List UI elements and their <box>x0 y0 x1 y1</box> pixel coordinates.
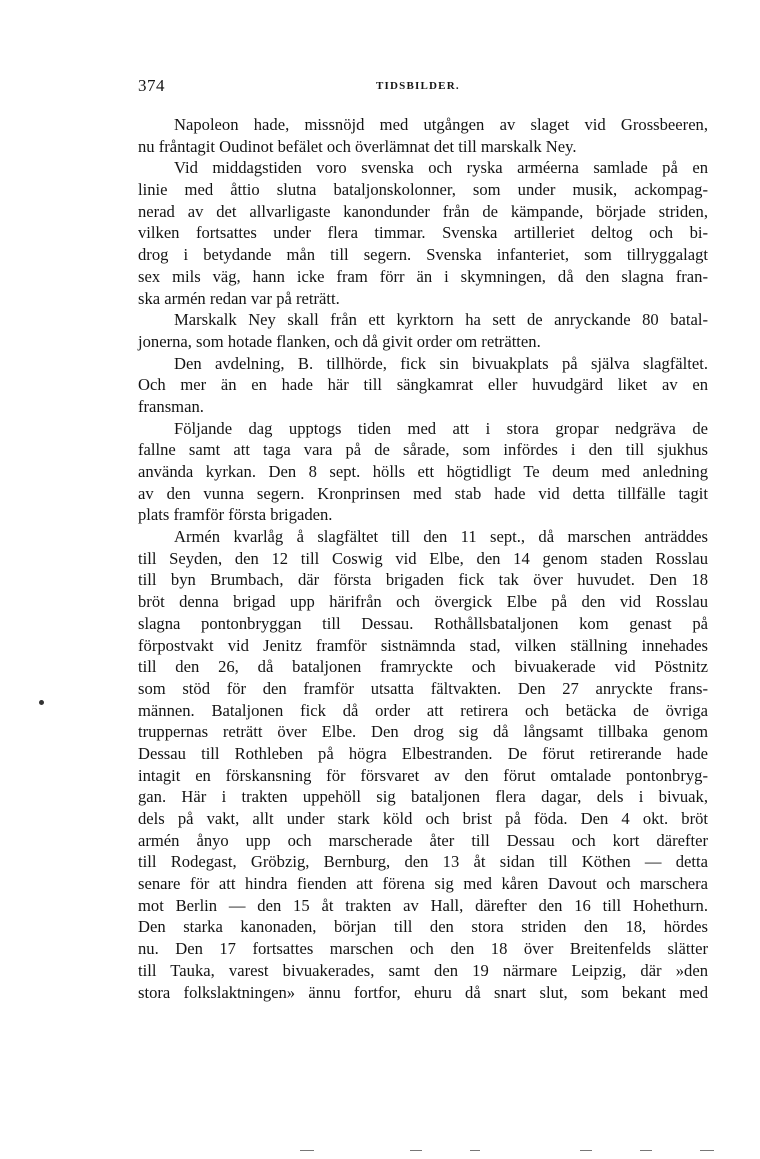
footer-mark <box>470 1150 480 1151</box>
text-line: linie med åttio slutna bataljonskolonner, som under musik, ackompag- <box>138 180 708 200</box>
text-line: plats framför första brigaden. <box>138 505 333 525</box>
text-line: till Rodegast, Gröbzig, Bernburg, den 13 åt sidan till Köthen — detta <box>138 852 708 872</box>
margin-dot <box>39 700 44 705</box>
footer-mark <box>410 1150 422 1151</box>
text-line: till Seyden, den 12 till Coswig vid Elbe, den 14 genom staden Rosslau <box>138 548 708 568</box>
text-line: drog i betydande mån till segern. Svenska infanteriet, som tillryggalagt <box>138 245 708 265</box>
footer-mark <box>580 1150 592 1151</box>
text-line: männen. Bataljonen fick då order att retirera och betäcka de övriga <box>138 700 708 720</box>
text-line: använda kyrkan. Den 8 sept. hölls ett högtidligt Te deum med anledning <box>138 462 708 481</box>
text-line: vilken fortsattes under flera timmar. Svenska artilleriet deltog och bi- <box>138 223 708 243</box>
text-line: truppernas reträtt över Elbe. Den drog sig då långsamt tillbaka genom <box>138 722 708 742</box>
text-line: fallne samt att taga vara på de sårade, som infördes i den till sjukhus <box>138 440 708 460</box>
footer-marks <box>0 1150 760 1154</box>
text-line: bröt denna brigad upp härifrån och övergick Elbe på den vid Rosslau <box>138 592 708 612</box>
text-line: fransman. <box>138 396 204 416</box>
text-line: sex mils väg, hann icke fram förr än i skymningen, då den slagna fran- <box>138 266 708 286</box>
page-number: 374 <box>138 76 165 95</box>
text-line: nerad av det allvarligaste kanondunder från de kämpande, började striden, <box>138 201 708 221</box>
body-text <box>138 114 708 1003</box>
text-line: av den vunna segern. Kronprinsen med stab hade vid detta tillfälle tagit <box>138 483 708 503</box>
text-line: Vid middagstiden voro svenska och ryska arméerna samlade på en <box>174 158 708 178</box>
page-header <box>138 76 708 100</box>
footer-mark <box>300 1150 314 1151</box>
text-line: gan. Här i trakten uppehöll sig bataljonen flera dagar, dels i bivuak, <box>138 787 708 807</box>
text-line: Följande dag upptogs tiden med att i stora gropar nedgräva de <box>174 418 708 438</box>
text-line: förpostvakt vid Jenitz framför sistnämnda stad, vilken ställning innehades <box>138 635 708 655</box>
text-line: till byn Brumbach, där första brigaden fick tak över huvudet. Den 18 <box>138 570 708 590</box>
text-line: jonerna, som hotade flanken, och då givit order om reträtten. <box>138 331 541 351</box>
footer-mark <box>700 1150 714 1151</box>
text-line: nu fråntagit Oudinot befälet och överlämnat det till marskalk Ney. <box>138 136 577 156</box>
text-line: Den avdelning, B. tillhörde, fick sin bivuakplats på själva slagfältet. <box>174 353 708 373</box>
text-line: ska armén redan var på reträtt. <box>138 288 340 308</box>
text-line: dels på vakt, allt under stark köld och brist på föda. Den 4 okt. bröt <box>138 809 708 828</box>
running-head: TIDSBILDER. <box>376 80 460 92</box>
text-line: Marskalk Ney skall från ett kyrktorn ha sett de anryckande 80 batal- <box>174 310 708 330</box>
text-line: till Tauka, varest bivuakerades, samt den 19 närmare Leipzig, där »den <box>138 960 708 980</box>
text-line: slagna pontonbryggan till Dessau. Rothållsbataljonen kom genast på <box>138 613 708 633</box>
text-line: Den starka kanonaden, början till den stora striden den 18, hördes <box>138 917 708 937</box>
text-line: senare för att hindra fienden att förena sig med kåren Davout och marschera <box>138 874 708 894</box>
text-line: Armén kvarlåg å slagfältet till den 11 sept., då marschen anträddes <box>174 527 708 547</box>
text-line: intagit en förskansning för försvaret av den förut omtalade pontonbryg- <box>138 765 708 785</box>
text-line: stora folkslaktningen» ännu fortfor, ehuru då snart slut, som bekant med <box>138 982 708 1002</box>
text-line: Napoleon hade, missnöjd med utgången av slaget vid Grossbeeren, <box>174 115 708 134</box>
text-line: mot Berlin — den 15 åt trakten av Hall, därefter den 16 till Hohethurn. <box>138 895 708 915</box>
text-line: Och mer än en hade här till sängkamrat eller huvudgärd liket av en <box>138 375 708 395</box>
footer-mark <box>640 1150 652 1151</box>
text-line: nu. Den 17 fortsattes marschen och den 18 över Breitenfelds slätter <box>138 939 708 959</box>
text-line: som stöd för den framför utsatta fältvakten. Den 27 anryckte frans- <box>138 678 708 698</box>
text-line: Dessau till Rothleben på högra Elbestranden. De förut retirerande hade <box>138 743 708 763</box>
text-line: till den 26, då bataljonen framryckte och bivuakerade vid Pöstnitz <box>138 657 708 677</box>
text-line: armén ånyo upp och marscherade åter till Dessau och kort därefter <box>138 830 708 850</box>
